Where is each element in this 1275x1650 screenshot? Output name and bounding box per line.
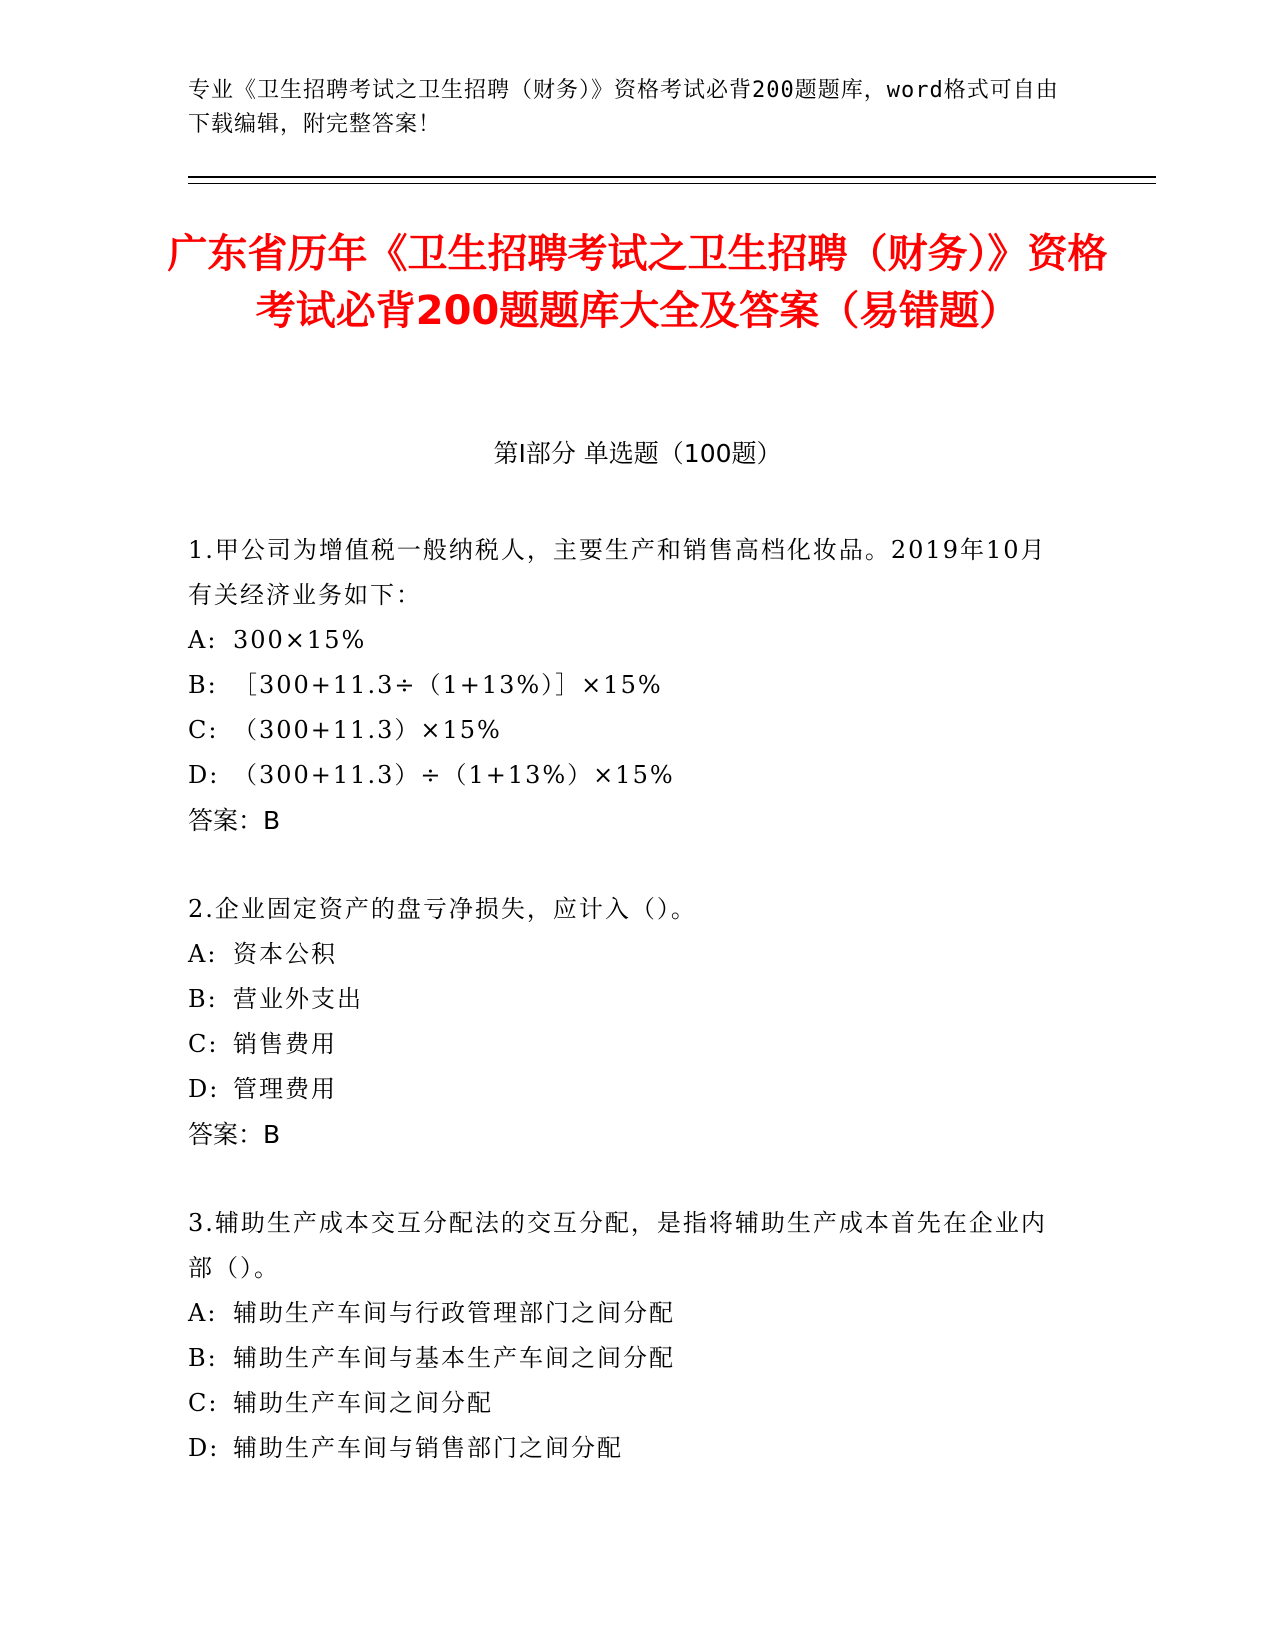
option-letter: D:	[188, 1075, 220, 1103]
option-d	[188, 1426, 1068, 1471]
answer-line: 答案：B	[188, 1120, 281, 1149]
option-text: （300+11.3）÷（1+13%）×15%	[233, 761, 675, 789]
option-b	[188, 663, 1068, 708]
question-2	[188, 887, 1068, 1157]
option-text: 辅助生产车间之间分配	[233, 1389, 493, 1417]
option-letter: D:	[188, 1434, 220, 1462]
option-text: 资本公积	[233, 940, 337, 968]
option-text: （300+11.3）×15%	[233, 716, 502, 744]
option-text: 销售费用	[233, 1030, 337, 1058]
question-list	[188, 528, 1068, 1515]
option-a	[188, 932, 1068, 977]
option-letter: D:	[188, 761, 220, 789]
option-letter: B:	[188, 671, 218, 699]
header-rule-thin	[188, 183, 1156, 184]
option-text: 辅助生产车间与基本生产车间之间分配	[233, 1344, 675, 1372]
question-stem: 3.辅助生产成本交互分配法的交互分配，是指将辅助生产成本首先在企业内部（）。	[188, 1209, 1047, 1282]
option-text: ［300+11.3÷（1+13%）］×15%	[233, 671, 663, 699]
option-a	[188, 618, 1068, 663]
option-letter: A:	[188, 1299, 218, 1327]
option-text: 300×15%	[233, 626, 367, 654]
option-a	[188, 1291, 1068, 1336]
option-text: 营业外支出	[233, 985, 363, 1013]
question-stem: 1.甲公司为增值税一般纳税人，主要生产和销售高档化妆品。2019年10月有关经济业务如下：	[188, 536, 1047, 609]
header-note: 专业《卫生招聘考试之卫生招聘（财务）》资格考试必背200题题库，word格式可自由下载编辑，附完整答案！	[188, 78, 1059, 137]
option-c	[188, 1381, 1068, 1426]
option-letter: C:	[188, 1389, 219, 1417]
option-letter: B:	[188, 985, 218, 1013]
option-c	[188, 708, 1068, 753]
option-b	[188, 1336, 1068, 1381]
option-d	[188, 753, 1068, 798]
option-letter: A:	[188, 940, 218, 968]
option-letter: C:	[188, 1030, 219, 1058]
question-1	[188, 528, 1068, 843]
question-3	[188, 1201, 1068, 1471]
answer-line: 答案：B	[188, 806, 281, 835]
option-text: 辅助生产车间与销售部门之间分配	[233, 1434, 623, 1462]
document-title: 广东省历年《卫生招聘考试之卫生招聘（财务）》资格考试必背200题题库大全及答案（易错题）	[167, 231, 1108, 334]
header-rule-thick	[188, 176, 1156, 178]
option-text: 辅助生产车间与行政管理部门之间分配	[233, 1299, 675, 1327]
option-letter: A:	[188, 626, 218, 654]
option-letter: B:	[188, 1344, 218, 1372]
option-d	[188, 1067, 1068, 1112]
option-text: 管理费用	[233, 1075, 337, 1103]
option-c	[188, 1022, 1068, 1067]
option-letter: C:	[188, 716, 219, 744]
section-title: 第Ⅰ部分 单选题（100题）	[493, 439, 782, 468]
question-stem: 2.企业固定资产的盘亏净损失，应计入（）。	[188, 895, 697, 923]
option-b	[188, 977, 1068, 1022]
